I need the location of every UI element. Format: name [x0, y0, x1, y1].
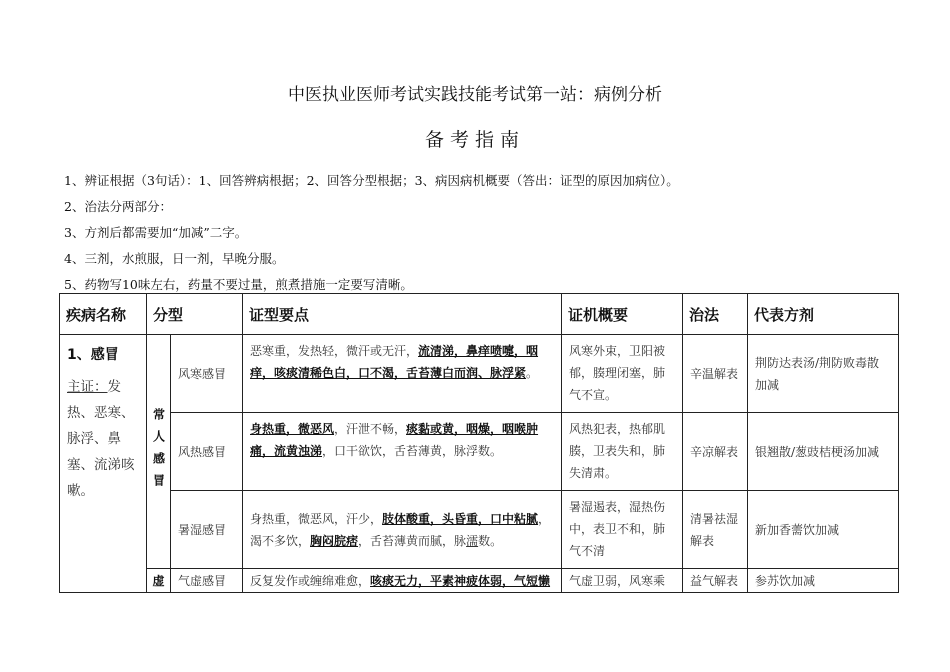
page-subtitle: 备考指南 — [424, 129, 525, 151]
disease-table — [59, 293, 899, 593]
main-symptoms — [67, 374, 139, 504]
method-cell: 益气解表 — [683, 569, 748, 593]
main-symptoms-label: 主证： — [67, 379, 108, 395]
key-point-segment: 。 — [526, 366, 539, 380]
key-point-segment: ，渴不多饮， — [250, 511, 551, 548]
key-point-segment: ，舌苔薄黄而腻，脉 — [358, 533, 467, 548]
method-cell: 辛凉解表 — [683, 413, 748, 491]
header-disease-name: 疾病名称 — [60, 294, 147, 335]
table-row — [60, 335, 899, 413]
key-point-segment: 痰黏或黄，咽燥，咽喉肿痛，流黄浊涕 — [250, 422, 539, 458]
key-point-segment: ，口干欲饮，舌苔薄黄，脉浮数。 — [322, 444, 503, 458]
key-point-segment: 胸闷脘痞 — [310, 533, 359, 548]
key-points-cell — [243, 569, 562, 593]
key-points-cell — [243, 413, 562, 491]
note-item: 2、治法分两部分： — [64, 199, 172, 214]
method-cell: 辛温解表 — [683, 335, 748, 413]
type-cell: 暑湿感冒 — [171, 491, 243, 569]
header-key-points: 证型要点 — [243, 294, 562, 335]
key-point-segment: ，汗泄不畅， — [334, 422, 407, 436]
key-points-cell — [243, 491, 562, 569]
group-label-common: 常人感冒 — [147, 335, 171, 569]
formula-cell: 新加香薷饮加减 — [748, 491, 899, 569]
table-header-row — [60, 294, 899, 335]
key-point-segment: 恶寒重，发热轻，微汗或无汗， — [250, 344, 419, 358]
type-cell: 风热感冒 — [171, 413, 243, 491]
page-title: 中医执业医师考试实践技能考试第一站：病例分析 — [288, 85, 662, 105]
header-method: 治法 — [683, 294, 748, 335]
mechanism-cell: 暑湿遏表，湿热伤中，表卫不和，肺气不清 — [562, 491, 683, 569]
disease-name: 1、感冒 — [67, 347, 119, 363]
note-item: 5、药物写10味左右，药量不要过量，煎煮措施一定要写清晰。 — [64, 277, 413, 292]
mechanism-cell: 风热犯表，热郁肌腠，卫表失和，肺失清肃。 — [562, 413, 683, 491]
notes-list — [64, 168, 679, 298]
table-row — [60, 491, 899, 569]
main-symptoms-text: 发热、恶寒、脉浮、鼻塞、流涕咳嗽。 — [67, 379, 135, 499]
note-item: 3、方剂后都需要加“加减”二字。 — [64, 225, 248, 240]
formula-cell: 荆防达表汤/荆防败毒散加减 — [748, 335, 899, 413]
key-point-segment: 反复发作或缠绵难愈， — [250, 574, 371, 588]
key-point-segment: 数。 — [478, 533, 503, 548]
type-cell: 气虚感冒 — [171, 569, 243, 593]
mechanism-cell: 风寒外束，卫阳被郁，腠理闭塞，肺气不宣。 — [562, 335, 683, 413]
note-item: 4、三剂，水煎服，日一剂，早晚分服。 — [64, 251, 285, 266]
key-points-cell — [243, 335, 562, 413]
table-row — [60, 413, 899, 491]
disease-cell — [60, 335, 147, 593]
key-point-segment: 身热重，微恶风 — [250, 422, 335, 436]
header-type: 分型 — [147, 294, 243, 335]
note-item: 1、辨证根据（3句话）：1、回答辨病根据；2、回答分型根据；3、病因病机概要（答出：证型的原因加病位）。 — [64, 173, 679, 188]
key-point-segment: 身热重，微恶风，汗少， — [250, 511, 383, 526]
formula-cell: 银翘散/葱豉桔梗汤加减 — [748, 413, 899, 491]
method-cell: 清暑祛湿解表 — [683, 491, 748, 569]
key-point-segment: 肢体酸重，头昏重，口中粘腻 — [382, 511, 539, 526]
key-point-segment: 咳痰无力，平素神疲体弱，气短懒 — [370, 574, 551, 588]
formula-cell: 参苏饮加减 — [748, 569, 899, 593]
key-point-segment: 流清涕，鼻痒喷嚏，咽痒，咳痰清稀色白，口不渴，舌苔薄白而润、脉浮紧 — [250, 344, 539, 380]
type-cell: 风寒感冒 — [171, 335, 243, 413]
group-label-deficiency: 虚 — [147, 569, 171, 593]
mechanism-cell: 气虚卫弱，风寒乘 — [562, 569, 683, 593]
header-mechanism: 证机概要 — [562, 294, 683, 335]
table-row — [60, 569, 899, 593]
key-point-segment: 濡 — [466, 533, 479, 548]
header-formula: 代表方剂 — [748, 294, 899, 335]
